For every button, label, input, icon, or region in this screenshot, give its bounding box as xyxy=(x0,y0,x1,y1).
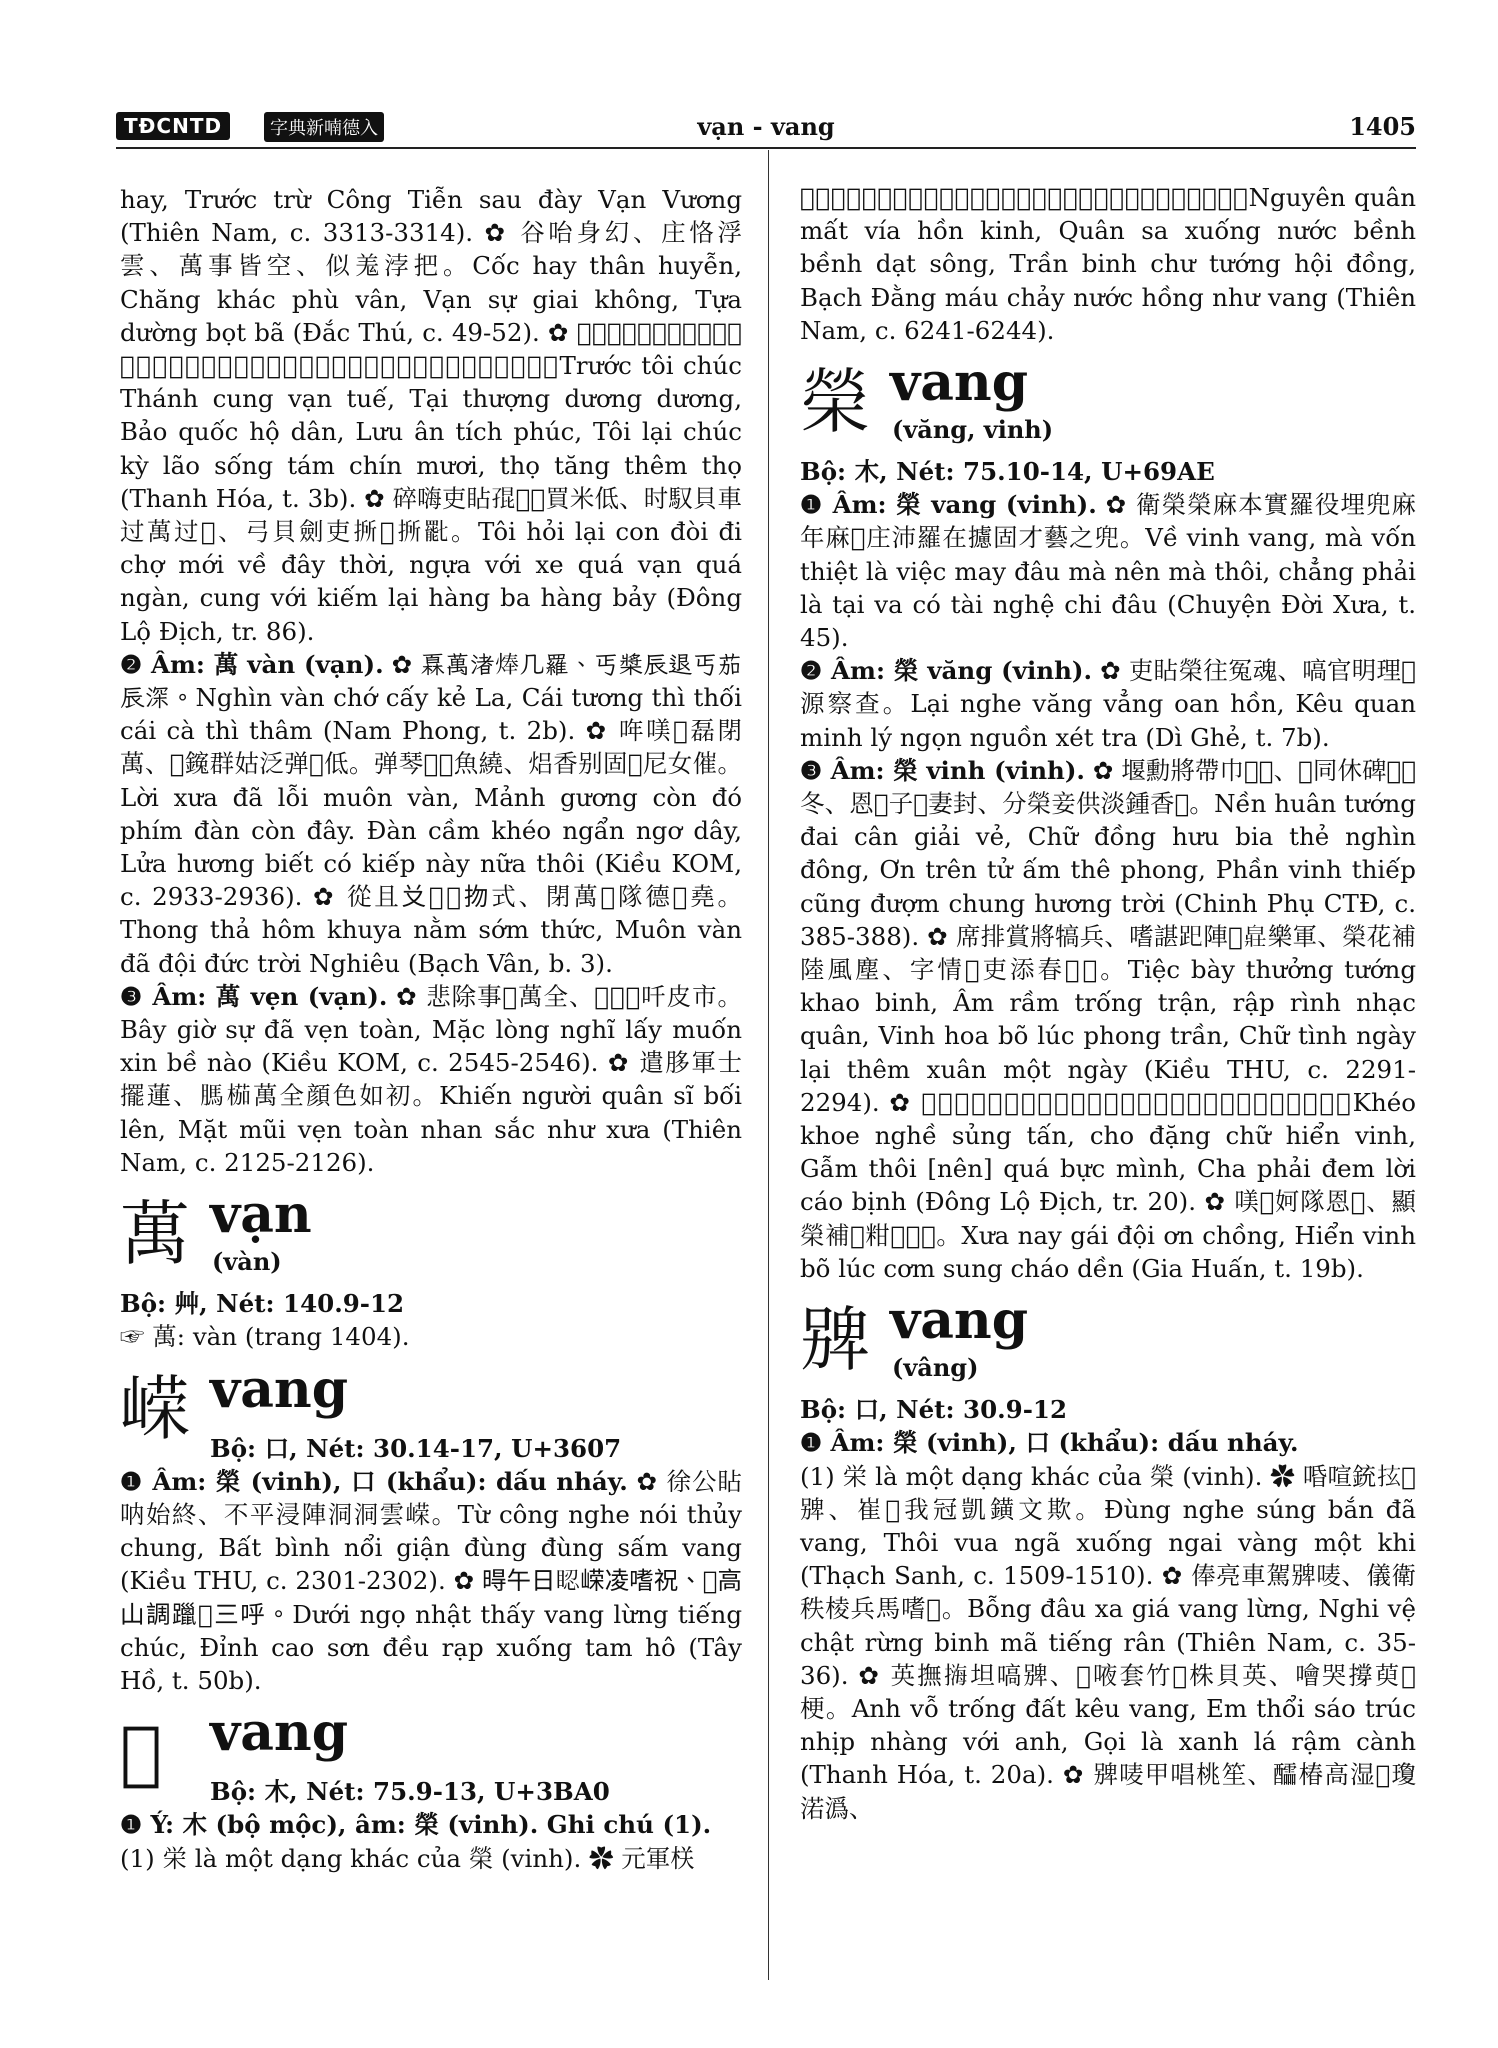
left-sense-3 xyxy=(120,980,742,1179)
entry-vang-1-sense-text: ✿ 徐公䀡呐始終、不平浸陣洞洞雲嵘。Từ công nghe nói thủy chung, Bất bình nổi giận đùng đùng sấm vang (Kiều THU, c. 2301-2302). ✿ 𣈜午日𥆾嵘凌嗜祝、𡶀高山調躐𨆝三呼。Dưới ngọ nhật thấy vang lừng tiếng chúc, Đỉnh cao sơn đều rạp xuống tam hô (Tây Hồ, t. 50b). xyxy=(120,1466,742,1695)
entry-van-variant: (vàn) xyxy=(212,1247,282,1277)
left-sense-2 xyxy=(120,648,742,980)
right-paragraph-1: 𪽝魂驚、軍沙𨆝渃泙泙達滝、陳兵諸將會同、白滕泖沚渃紅如栚。Nguyên quân mất vía hồn kinh, Quân sa xuống nước bềnh bềnh dạt sông, Trần binh chư tướng hội đồng, Bạch Đằng máu chảy nước hồng như vang (Thiên Nam, c. 6241-6244). xyxy=(800,183,1416,345)
page-header xyxy=(116,108,1416,148)
entry-vang-3-sense-2 xyxy=(800,654,1416,754)
entry-vang-2-headword: vang xyxy=(210,1702,349,1764)
entry-vang-3-meta-text: Bộ: 木, Nét: 75.10-14, U+69AE xyxy=(800,457,1215,487)
entry-vang-2-sense-label: ❶ Ý: 木 (bộ mộc), âm: 榮 (vinh). Ghi chú (1). xyxy=(120,1810,712,1840)
entry-vang-3-sense-1-text: ✿ 衛榮榮麻本實羅役埋兜麻年麻𡗶庄沛羅在攄固才藝之兜。Về vinh vang, mà vốn thiệt là việc may đâu mà nên mà thôi, chẳng phải là tại va có tài nghệ chi đâu (Chuyện Đời Xưa, t. 45). xyxy=(800,490,1416,653)
left-sense-2-label: ❷ Âm: 萬 vàn (vạn). xyxy=(120,649,384,679)
entry-vang-4-meta-text: Bộ: 口, Nét: 30.9-12 xyxy=(800,1395,1067,1425)
left-sense-3-text: ✿ 悲除事𠃣萬全、𪽝𢚸𢣂吀皮市。Bây giờ sự đã vẹn toàn, Mặc lòng nghĩ lấy muốn xin bề nào (Kiều KOM, c. 2545-2546). ✿ 遣䏧軍士擺蓮、𦟐𣖚萬全顔色如初。Khiến người quân sĩ bối lên, Mặt mũi vẹn toàn nhan sắc như xưa (Thiên Nam, c. 2125-2126). xyxy=(120,981,742,1177)
left-sense-2-text: ✿ 𤾓萬渚𤊡几羅、丐槳辰退丐茄辰深。Nghìn vàn chớ cấy kẻ La, Cái tương thì thối cái cà thì thâm (Nam Phong, t. 2b). ✿ 哖𠸍𠃣磊閉萬、𥑥䥉群姑泛弹𦛌低。弹琴𣅵𦰟魚繞、焒香别固𣙽尼女催。Lời xưa đã lỗi muôn vàn, Mảnh gương còn đó phím đàn còn đây. Đàn cầm khéo ngẩn ngơ dây, Lửa hương biết có kiếp này nữa thôi (Kiều KOM, c. 2933-2936). ✿ 從且𠬠𢙕𣈗𢪱式、閉萬𠃣隊德𡗶堯。Thong thả hôm khuya nằm sớm thức, Muôn vàn đã đội đức trời Nghiêu (Bạch Vân, b. 3). xyxy=(120,649,742,978)
column-divider xyxy=(768,150,769,1980)
right-column xyxy=(800,181,1416,1825)
entry-vang-4 xyxy=(800,1290,1416,1393)
entry-vang-1-meta xyxy=(120,1432,742,1465)
entry-vang-3-variant: (văng, vinh) xyxy=(892,415,1054,445)
entry-vang-3-sense-2-text: ✿ 吏䀡榮往冤魂、嗃官明理𦰟源察查。Lại nghe văng vẳng oan hồn, Kêu quan minh lý ngọn nguồn xét tra (Dì Ghẻ, t. 7b). xyxy=(800,656,1416,752)
left-sense-3-label: ❸ Âm: 萬 vẹn (vạn). xyxy=(120,981,388,1011)
entry-van-ref: ☞ 萬: vàn (trang 1404). xyxy=(120,1322,410,1352)
entry-vang-3-headword: vang xyxy=(890,352,1029,414)
book-logo: TĐCNTD xyxy=(116,112,230,140)
entry-vang-4-meta xyxy=(800,1393,1416,1426)
left-paragraph-1: hay, Trước trừ Công Tiễn sau đày Vạn Vương (Thiên Nam, c. 3313-3314). ✿ 谷咍身幻、庄恪浮雲、萬事皆空、似羗浡把。Cốc hay thân huyễn, Chăng khác phù vân, Vạn sự giai không, Tựa dường bọt bã (Đắc Thú, c. 49-52). ✿ 𡗶碎祝聖躬萬歲、在上洋洋、保国詳民、留恩錫福、碎吏祝耆老𪽝𣿰尨迸、壽增添壽。Trước tôi chúc Thánh cung vạn tuế, Tại thượng dương dương, Bảo quốc hộ dân, Lưu ân tích phúc, Tôi lại chúc kỳ lão sống tám chín mươi, thọ tăng thêm thọ (Thanh Hóa, t. 3b). ✿ 碎嗨吏䀡𡥵𧡊𢄂買米低、时馭貝車过萬过𤾓、弓貝劍吏𢯢𠀧𢯢𠤩。Tôi hỏi lại con đòi đi chợ mới về đây thời, ngựa với xe quá vạn quá ngàn, cung với kiếm lại hàng ba hàng bảy (Đông Lộ Địch, tr. 86). xyxy=(120,185,742,646)
entry-van-character: 萬 xyxy=(120,1193,190,1276)
entry-van xyxy=(120,1184,742,1287)
entry-vang-3-character: 榮 xyxy=(800,361,870,444)
entry-vang-3-meta xyxy=(800,455,1416,488)
entry-vang-4-sense-label: ❶ Âm: 榮 (vinh), 口 (khẩu): dấu nháy. xyxy=(800,1428,1299,1458)
entry-vang-1-sense-label: ❶ Âm: 榮 (vinh), 口 (khẩu): dấu nháy. xyxy=(120,1466,628,1496)
entry-vang-4-character: 㗗 xyxy=(800,1299,870,1382)
entry-vang-3-sense-3 xyxy=(800,754,1416,1285)
entry-vang-4-text: (1) 栄 là một dạng khác của 榮 (vinh). ✿ 㖧喧銃𢫔𠃣㗗、崔𢃊我冠凱鐄文欺。Đùng nghe súng bắn đã vang, Thôi vua ngã xuống ngai vàng một khi (Thạch Sanh, c. 1509-1510). ✿ 俸亮車駕㗗唛、儀衛秩棱兵馬嗜𠲦。Bỗng đâu xa giá vang lừng, Nghi vệ chật rừng binh mã tiếng rân (Thiên Nam, c. 35-36). ✿ 英撫𢲨坦嗃㗗、𡛔㖡套竹𣙩株貝英、噲哭撐萸𩄲梗。Anh vỗ trống đất kêu vang, Em thổi sáo trúc nhịp nhàng với anh, Gọi là xanh lá rậm cành (Thanh Hóa, t. 20a). ✿ 㗗唛甲唱桃笙、醽椿高湿𥉫瓊渃潙、 xyxy=(800,1461,1416,1823)
entry-vang-4-headword: vang xyxy=(890,1290,1029,1352)
entry-vang-1-meta-text: Bộ: 口, Nét: 30.14-17, U+3607 xyxy=(210,1433,622,1463)
book-logo-han: 字典新喃德入 xyxy=(264,112,384,142)
entry-van-meta-text: Bộ: 艸, Nét: 140.9-12 xyxy=(120,1289,405,1319)
entry-vang-2-character: 𣛠 xyxy=(120,1711,163,1794)
entry-vang-3-sense-1 xyxy=(800,488,1416,654)
entry-vang-3-sense-2-label: ❷ Âm: 榮 văng (vinh). xyxy=(800,656,1093,686)
entry-van-meta xyxy=(120,1287,742,1320)
entry-vang-4-variant: (vâng) xyxy=(892,1353,979,1383)
entry-vang-1-sense xyxy=(120,1465,742,1697)
entry-vang-4-sense xyxy=(800,1426,1416,1459)
entry-vang-1-character: 嵘 xyxy=(120,1367,190,1450)
running-head: vạn - vang xyxy=(697,112,835,141)
entry-vang-3-sense-1-label: ❶ Âm: 榮 vang (vinh). xyxy=(800,490,1097,520)
entry-vang-2-meta xyxy=(120,1775,742,1808)
entry-vang-3-sense-3-label: ❸ Âm: 榮 vinh (vinh). xyxy=(800,755,1085,785)
entry-vang-1-headword: vang xyxy=(210,1358,349,1420)
entry-vang-2-note: (1) 栄 là một dạng khác của 榮 (vinh). ✿ 元軍栚 xyxy=(120,1843,695,1873)
left-column xyxy=(120,183,742,1875)
entry-vang-2-sense xyxy=(120,1808,742,1841)
entry-vang-2-meta-text: Bộ: 木, Nét: 75.9-13, U+3BA0 xyxy=(210,1777,610,1807)
header-rule xyxy=(116,147,1416,149)
entry-vang-3 xyxy=(800,352,1416,455)
entry-van-headword: vạn xyxy=(210,1184,312,1246)
page-number: 1405 xyxy=(1349,112,1416,141)
entry-vang-3-sense-3-text: ✿ 堰勳將帶巾𤇮𥘀、𢯢同休碑𥯉𤾓冬、恩𨕭子𦲾妻封、分榮妾供淡鍾香𡗶。Nền huân tướng đai cân giải vẻ, Chữ đồng hưu bia thẻ nghìn đông, Ơn trên tử ấm thê phong, Phần vinh thiếp cũng đượm chung hương trời (Chinh Phụ CTĐ, c. 385-388). ✿ 席排賞將犒兵、嗜諶𧿆陣𥹰𤽸樂軍、榮花補陸風塵、字情𣈜吏添春𠬠𣈜。Tiệc bày thưởng tướng khao binh, Âm rầm trống trận, rập rình nhạc quân, Vinh hoa bõ lúc phong trần, Chữ tình ngày lại thêm xuân một ngày (Kiều THU, c. 2291-2294). ✿ 𠸦𡅏尝寵進、朱卬𢯢顯榮、𠶆催𡀮过悁𢚸、吒沛𢬣唎告病。Khéo khoe nghề sủng tấn, cho đặng chữ hiển vinh, Gẫm thôi [nên] quá bực mình, Cha phải đem lời cáo bịnh (Đông Lộ Địch, tr. 20). ✿ 𠸍𣇞妸隊恩𢬭、顯榮補𣅶粓𣖟𥺳𦿗。Xưa nay gái đội ơn chồng, Hiển vinh bõ lúc cơm sung cháo dền (Gia Huấn, t. 19b). xyxy=(800,755,1417,1283)
